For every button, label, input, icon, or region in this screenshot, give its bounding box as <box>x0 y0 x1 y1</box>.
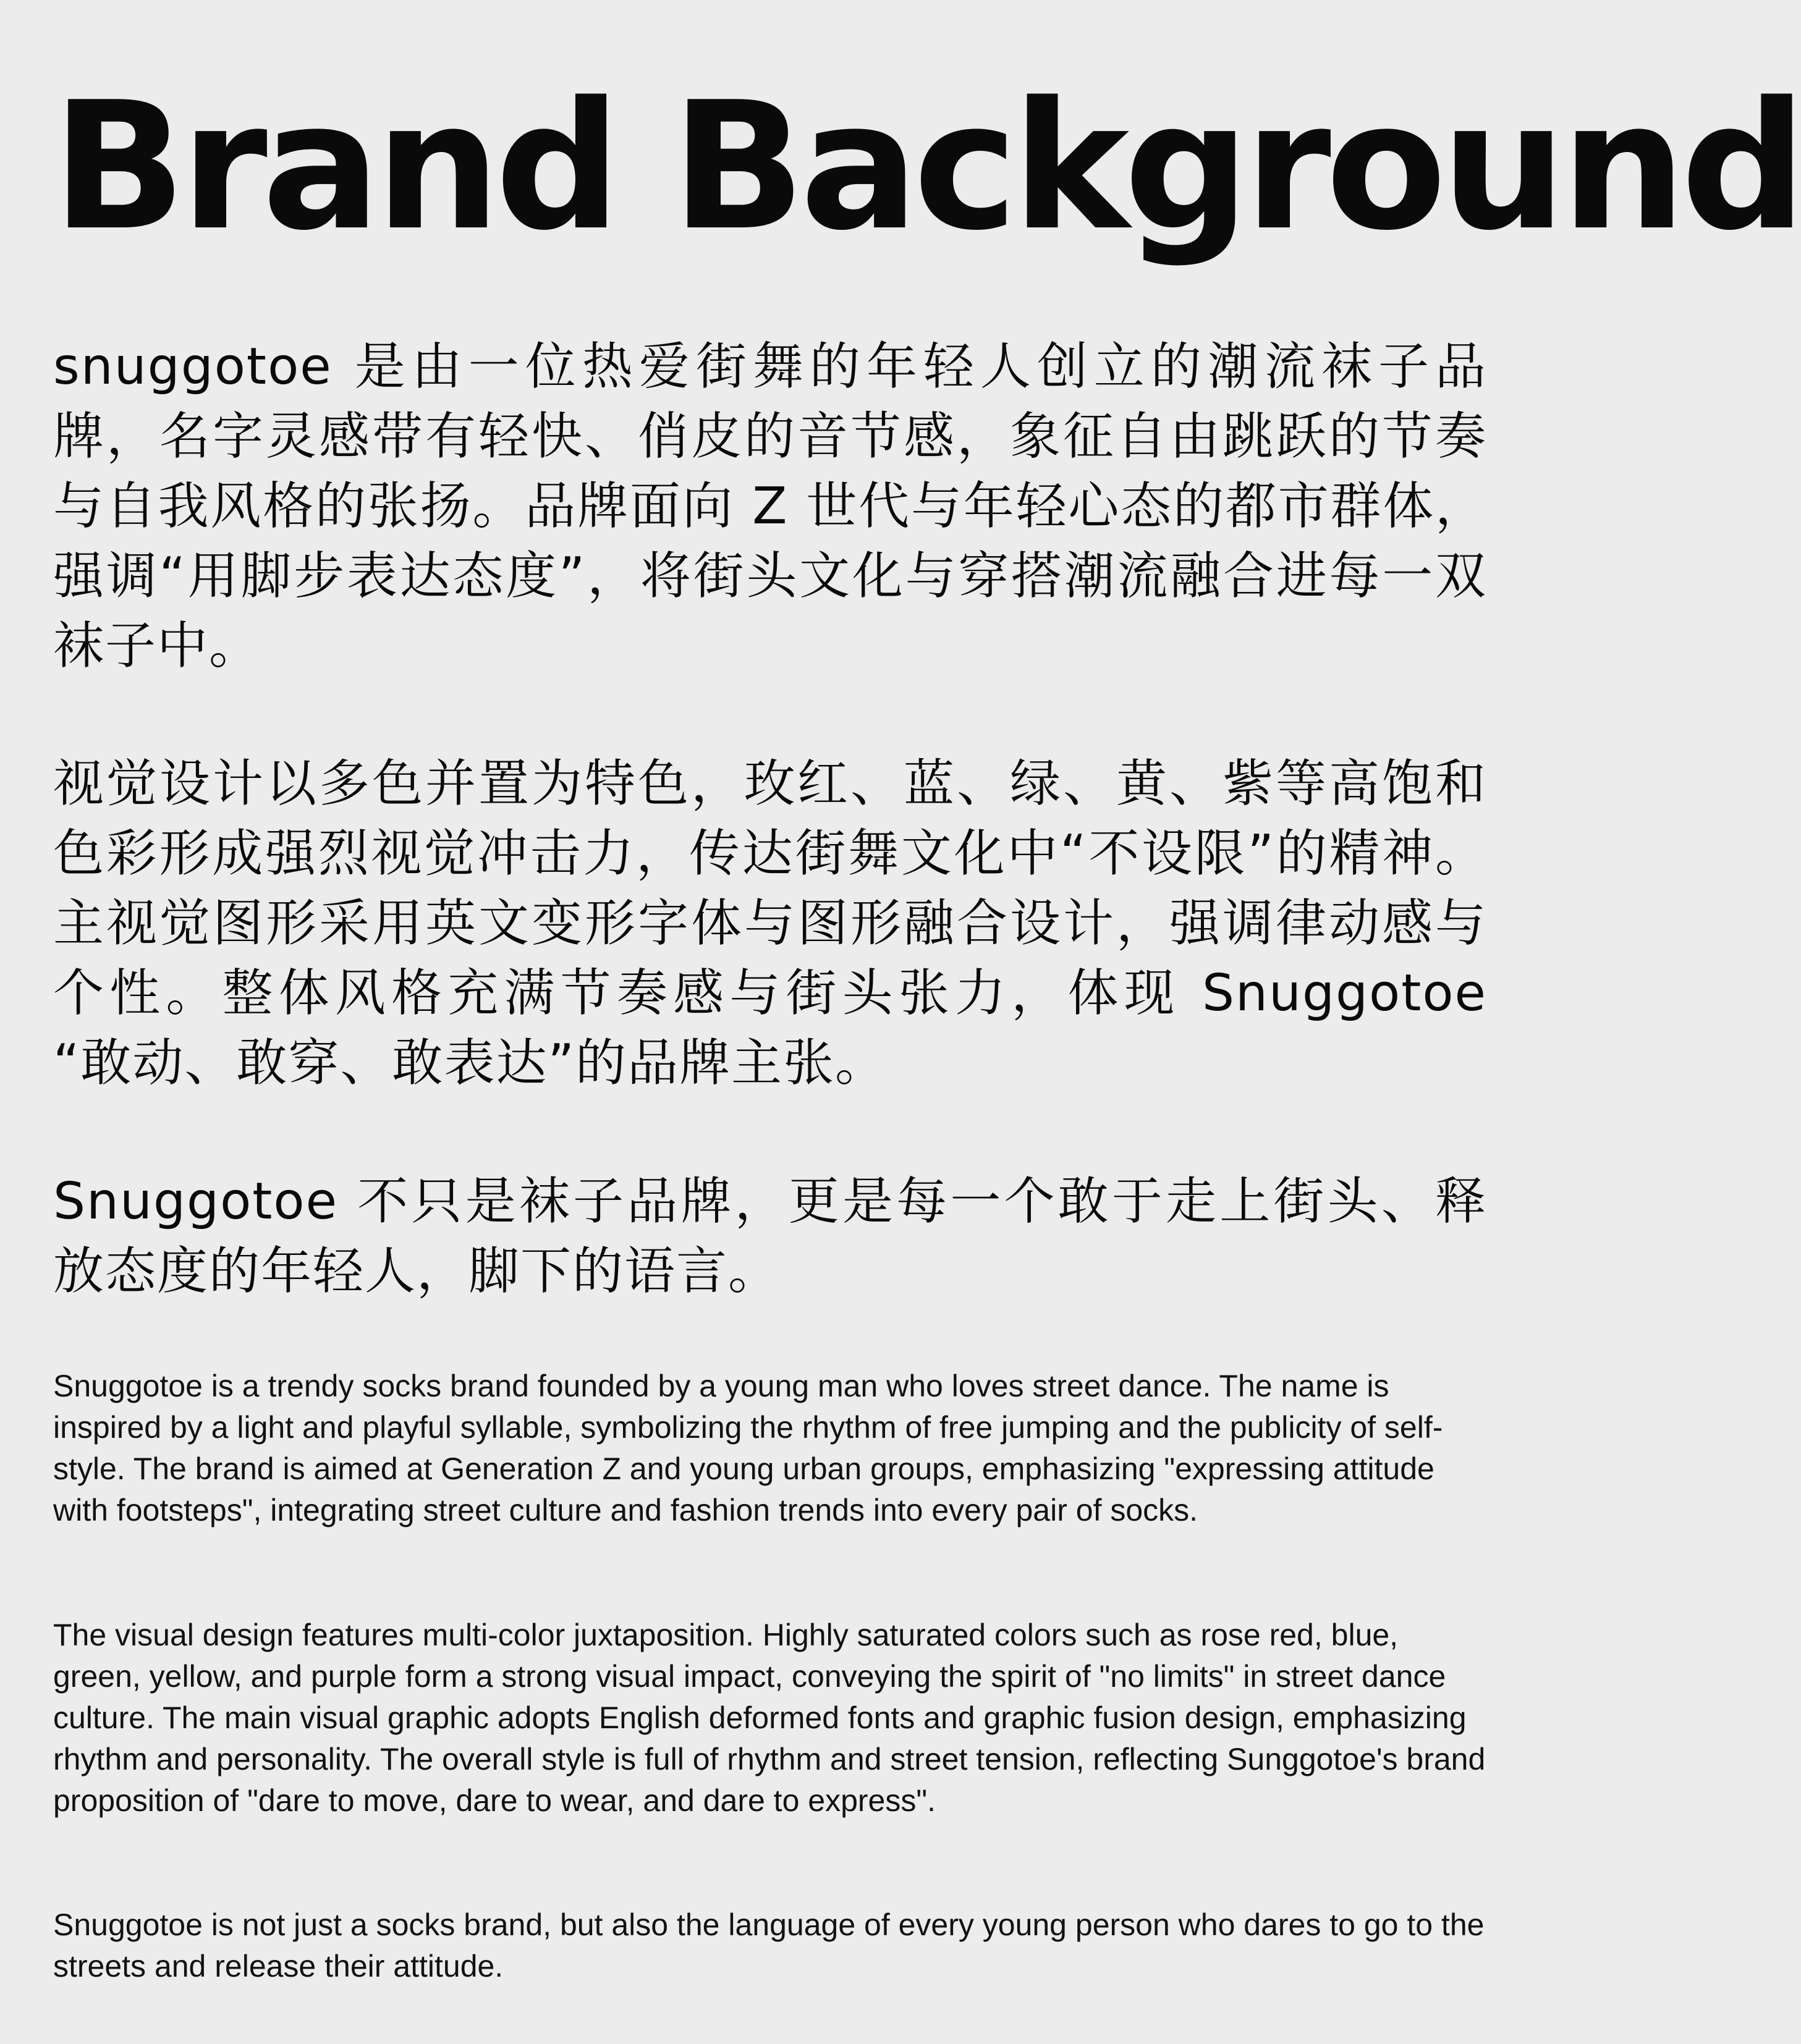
english-paragraph-brand-statement: Snuggotoe is not just a socks brand, but also the language of every young person who dares to go to the streets and release their attitude. <box>53 1907 1485 1983</box>
chinese-paragraph-brand-origin: snuggotoe 是由一位热爱街舞的年轻人创立的潮流袜子品牌，名字灵感带有轻快、俏皮的音节感，象征自由跳跃的节奏与自我风格的张扬。品牌面向 Z 世代与年轻心态的都市群体，强调“用脚步表达态度”，将街头文化与穿搭潮流融合进每一双袜子中。 <box>53 337 1487 675</box>
chinese-paragraph-brand-statement: Snuggotoe 不只是袜子品牌，更是每一个敢于走上街头、释放态度的年轻人，脚下的语言。 <box>53 1172 1487 1301</box>
chinese-paragraph-visual-design: 视觉设计以多色并置为特色，玫红、蓝、绿、黄、紫等高饱和色彩形成强烈视觉冲击力，传达街舞文化中“不设限”的精神。主视觉图形采用英文变形字体与图形融合设计，强调律动感与个性。整体风格充满节奏感与街头张力，体现 Snuggotoe “敢动、敢穿、敢表达”的品牌主张。 <box>53 754 1487 1092</box>
page-title: Brand Background <box>52 64 1801 269</box>
english-paragraph-brand-origin: Snuggotoe is a trendy socks brand founded by a young man who loves street dance. The name is inspired by a light and playful syllable, symbolizing the rhythm of free jumping and the publicity of self-style. The brand is aimed at Generation Z and young urban groups, emphasizing "expressing attitude with footsteps", integrating street culture and fashion trends into every pair of socks. <box>53 1369 1443 1527</box>
english-paragraph-visual-design: The visual design features multi-color juxtaposition. Highly saturated colors such as rose red, blue, green, yellow, and purple form a strong visual impact, conveying the spirit of "no limits" in street dance culture. The main visual graphic adopts English deformed fonts and graphic fusion design, emphasizing rhythm and personality. The overall style is full of rhythm and street tension, reflecting Sunggotoe's brand proposition of "dare to move, dare to wear, and dare to express". <box>53 1618 1486 1818</box>
